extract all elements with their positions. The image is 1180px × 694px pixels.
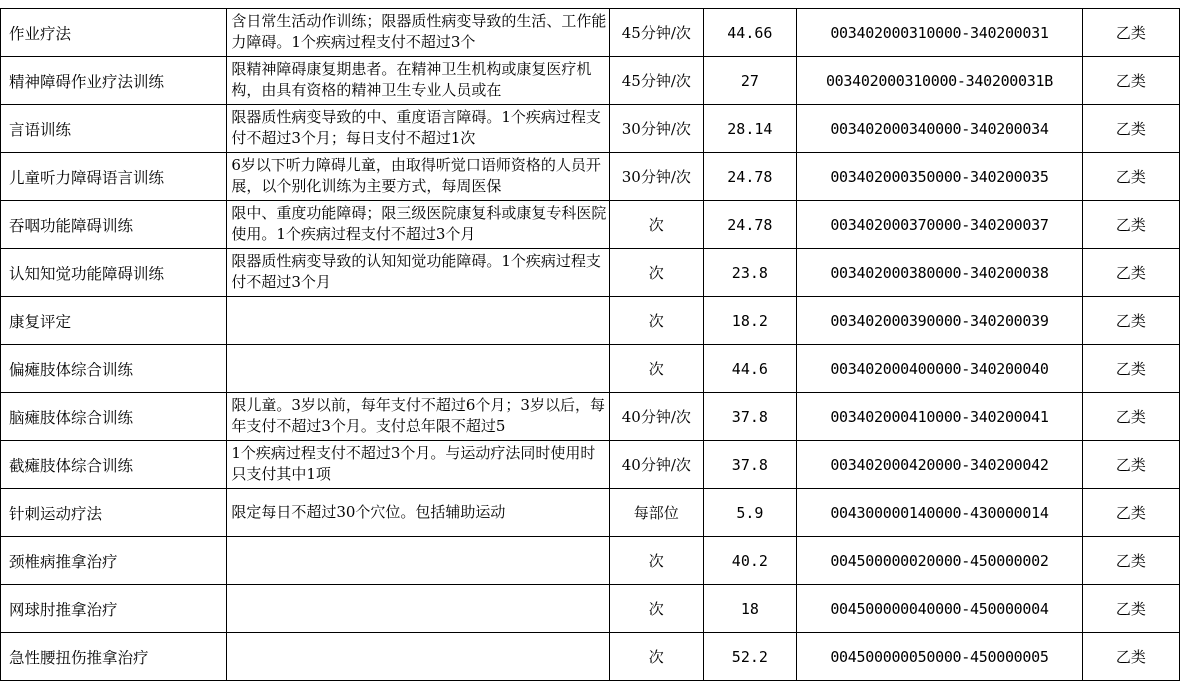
table-row [1,393,1180,441]
restriction-note-cell [227,633,610,681]
price-cell: 40.2 [703,537,797,585]
item-name-cell: 针刺运动疗法 [1,489,227,537]
code-cell: 003402000400000-340200040 [797,345,1082,393]
item-name-cell: 言语训练 [1,105,227,153]
unit-cell: 次 [610,249,703,297]
category-cell: 乙类 [1082,585,1179,633]
code-cell: 003402000340000-340200034 [797,105,1082,153]
unit-cell: 每部位 [610,489,703,537]
price-table-sheet [0,8,1180,681]
restriction-note-cell [227,57,610,105]
item-name-cell: 作业疗法 [1,9,227,57]
item-name-cell: 截瘫肢体综合训练 [1,441,227,489]
item-name-cell: 吞咽功能障碍训练 [1,201,227,249]
unit-cell: 次 [610,585,703,633]
table-row [1,345,1180,393]
code-cell: 003402000310000-340200031B [797,57,1082,105]
category-cell: 乙类 [1082,249,1179,297]
category-cell: 乙类 [1082,9,1179,57]
restriction-note-cell [227,345,610,393]
table-row [1,489,1180,537]
category-cell: 乙类 [1082,633,1179,681]
item-name-cell: 精神障碍作业疗法训练 [1,57,227,105]
medical-service-table [0,8,1180,681]
unit-cell: 40分钟/次 [610,393,703,441]
item-name-cell: 儿童听力障碍语言训练 [1,153,227,201]
restriction-note: 限器质性病变导致的中、重度语言障碍。1个疾病过程支付不超过3个月；每日支付不超过1次 [231,108,601,147]
restriction-note-cell [227,585,610,633]
code-cell: 003402000380000-340200038 [797,249,1082,297]
category-cell: 乙类 [1082,153,1179,201]
table-body [1,9,1180,681]
code-cell: 003402000420000-340200042 [797,441,1082,489]
price-cell: 37.8 [703,393,797,441]
category-cell: 乙类 [1082,441,1179,489]
code-cell: 003402000390000-340200039 [797,297,1082,345]
unit-cell: 次 [610,201,703,249]
category-cell: 乙类 [1082,345,1179,393]
item-name-cell: 网球肘推拿治疗 [1,585,227,633]
price-cell: 37.8 [703,441,797,489]
table-row [1,585,1180,633]
restriction-note: 1个疾病过程支付不超过3个月。与运动疗法同时使用时只支付其中1项 [231,444,596,483]
restriction-note-cell [227,393,610,441]
table-row [1,9,1180,57]
table-row [1,201,1180,249]
table-row [1,249,1180,297]
restriction-note-cell [227,537,610,585]
price-cell: 44.6 [703,345,797,393]
code-cell: 003402000310000-340200031 [797,9,1082,57]
price-cell: 18.2 [703,297,797,345]
category-cell: 乙类 [1082,297,1179,345]
restriction-note-cell [227,249,610,297]
table-row [1,537,1180,585]
category-cell: 乙类 [1082,537,1179,585]
code-cell: 003402000370000-340200037 [797,201,1082,249]
restriction-note-cell: 限定每日不超过30个穴位。包括辅助运动 [227,489,610,537]
unit-cell: 次 [610,633,703,681]
item-name-cell: 康复评定 [1,297,227,345]
restriction-note: 含日常生活动作训练；限器质性病变导致的生活、工作能力障碍。1个疾病过程支付不超过3个 [231,12,607,51]
restriction-note: 6岁以下听力障碍儿童，由取得听觉口语师资格的人员开展，以个别化训练为主要方式，每周医保 [231,156,601,195]
restriction-note: 限器质性病变导致的认知知觉功能障碍。1个疾病过程支付不超过3个月 [231,252,601,291]
item-name-cell: 脑瘫肢体综合训练 [1,393,227,441]
price-cell: 24.78 [703,153,797,201]
restriction-note: 限中、重度功能障碍；限三级医院康复科或康复专科医院使用。1个疾病过程支付不超过3个月 [231,204,607,243]
item-name-cell: 偏瘫肢体综合训练 [1,345,227,393]
code-cell: 004500000020000-450000002 [797,537,1082,585]
item-name-cell: 急性腰扭伤推拿治疗 [1,633,227,681]
code-cell: 004300000140000-430000014 [797,489,1082,537]
unit-cell: 次 [610,537,703,585]
unit-cell: 30分钟/次 [610,105,703,153]
category-cell: 乙类 [1082,105,1179,153]
unit-cell: 40分钟/次 [610,441,703,489]
code-cell: 003402000410000-340200041 [797,393,1082,441]
unit-cell: 30分钟/次 [610,153,703,201]
price-cell: 5.9 [703,489,797,537]
category-cell: 乙类 [1082,393,1179,441]
table-row [1,153,1180,201]
restriction-note-cell [227,297,610,345]
category-cell: 乙类 [1082,489,1179,537]
category-cell: 乙类 [1082,201,1179,249]
unit-cell: 次 [610,345,703,393]
price-cell: 28.14 [703,105,797,153]
category-cell: 乙类 [1082,57,1179,105]
unit-cell: 次 [610,297,703,345]
price-cell: 24.78 [703,201,797,249]
price-cell: 23.8 [703,249,797,297]
restriction-note-cell [227,201,610,249]
restriction-note-cell [227,105,610,153]
code-cell: 003402000350000-340200035 [797,153,1082,201]
price-cell: 27 [703,57,797,105]
table-row [1,105,1180,153]
code-cell: 004500000050000-450000005 [797,633,1082,681]
item-name-cell: 认知知觉功能障碍训练 [1,249,227,297]
restriction-note: 限精神障碍康复期患者。在精神卫生机构或康复医疗机构，由具有资格的精神卫生专业人员或在 [231,60,592,99]
restriction-note-cell [227,441,610,489]
price-cell: 44.66 [703,9,797,57]
item-name-cell: 颈椎病推拿治疗 [1,537,227,585]
table-row [1,57,1180,105]
price-cell: 52.2 [703,633,797,681]
table-row [1,441,1180,489]
table-row [1,633,1180,681]
table-row [1,297,1180,345]
unit-cell: 45分钟/次 [610,9,703,57]
restriction-note-cell [227,153,610,201]
restriction-note: 限儿童。3岁以前，每年支付不超过6个月；3岁以后，每年支付不超过3个月。支付总年限不超过5 [231,396,605,435]
unit-cell: 45分钟/次 [610,57,703,105]
restriction-note-cell [227,9,610,57]
price-cell: 18 [703,585,797,633]
code-cell: 004500000040000-450000004 [797,585,1082,633]
